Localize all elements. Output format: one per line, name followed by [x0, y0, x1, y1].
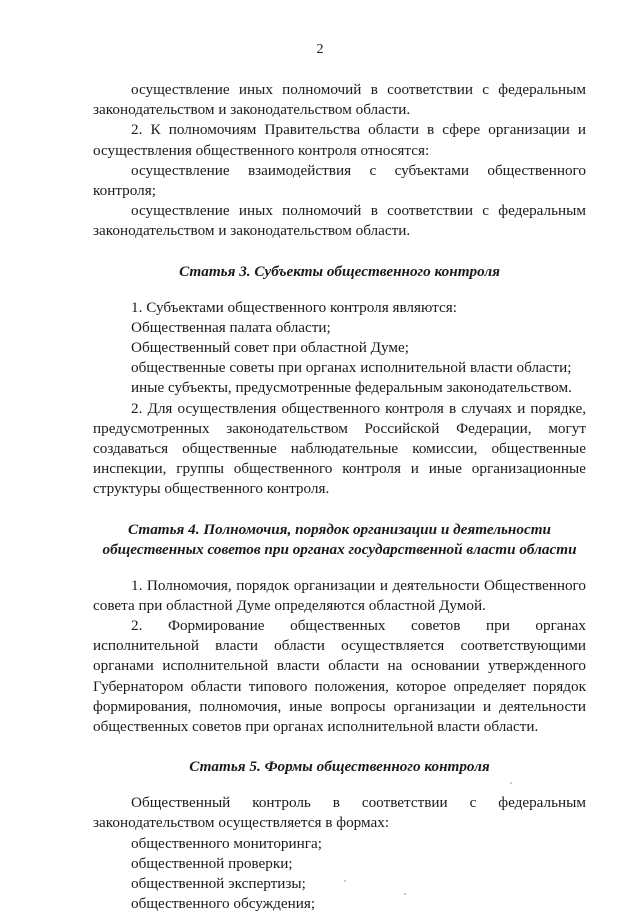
paragraph: Общественный контроль в соответствии с федеральным законодательством осуществляется в формах: [93, 794, 586, 832]
paragraph: Общественная палата области; [131, 318, 331, 336]
scan-speck [344, 880, 346, 882]
document-body [93, 80, 586, 915]
paragraph: иные субъекты, предусмотренные федеральным законодательством. [131, 379, 572, 397]
paragraph: 2. К полномочиям Правительства области в сфере организации и осуществления общественного контроля относятся: [93, 121, 586, 159]
article-4-heading-line1: Статья 4. Полномочия, порядок организации и деятельности [128, 520, 551, 538]
scan-speck [404, 893, 406, 895]
page-number: 2 [316, 42, 324, 57]
paragraph: общественного мониторинга; [131, 834, 322, 852]
paragraph: 1. Полномочия, порядок организации и деятельности Общественного совета при областной Думе определяются областной Думой. [93, 576, 586, 614]
paragraph: общественные советы при органах исполнительной власти области; [131, 359, 572, 377]
article-4-heading [93, 520, 586, 560]
paragraph: 1. Субъектами общественного контроля являются: [131, 298, 457, 316]
paragraph: осуществление иных полномочий в соответствии с федеральным законодательством и законодательством области. [93, 202, 586, 240]
paragraph: общественной проверки; [131, 854, 293, 872]
paragraph: 2. Формирование общественных советов при органах исполнительной власти области осуществляется соответствующими органами исполнительной власти области на основании утвержденного Губернатором области типового положения, которое определяет порядок формирования, полномочия, иные вопросы организации и деятельности общественных советов при органах исполнительной власти области. [93, 617, 586, 736]
article-5-heading: Статья 5. Формы общественного контроля [189, 758, 490, 776]
article-3-heading: Статья 3. Субъекты общественного контроля [179, 262, 500, 280]
paragraph: 2. Для осуществления общественного контроля в случаях и порядке, предусмотренных законодательством Российской Федерации, могут создаваться общественные наблюдательные комиссии, общественные инспекции, группы общественного контроля и иные организационные структуры общественного контроля. [93, 399, 586, 498]
paragraph: общественной экспертизы; [131, 875, 306, 893]
paragraph: общественного обсуждения; [131, 895, 316, 913]
article-4-heading-line2: общественных советов при органах государственной власти области [102, 540, 577, 558]
paragraph: Общественный совет при областной Думе; [131, 339, 409, 357]
paragraph: осуществление взаимодействия с субъектами общественного контроля; [93, 161, 586, 200]
paragraph: осуществление иных полномочий в соответствии с федеральным законодательством и законодательством области. [93, 81, 586, 119]
scan-speck [510, 782, 512, 784]
